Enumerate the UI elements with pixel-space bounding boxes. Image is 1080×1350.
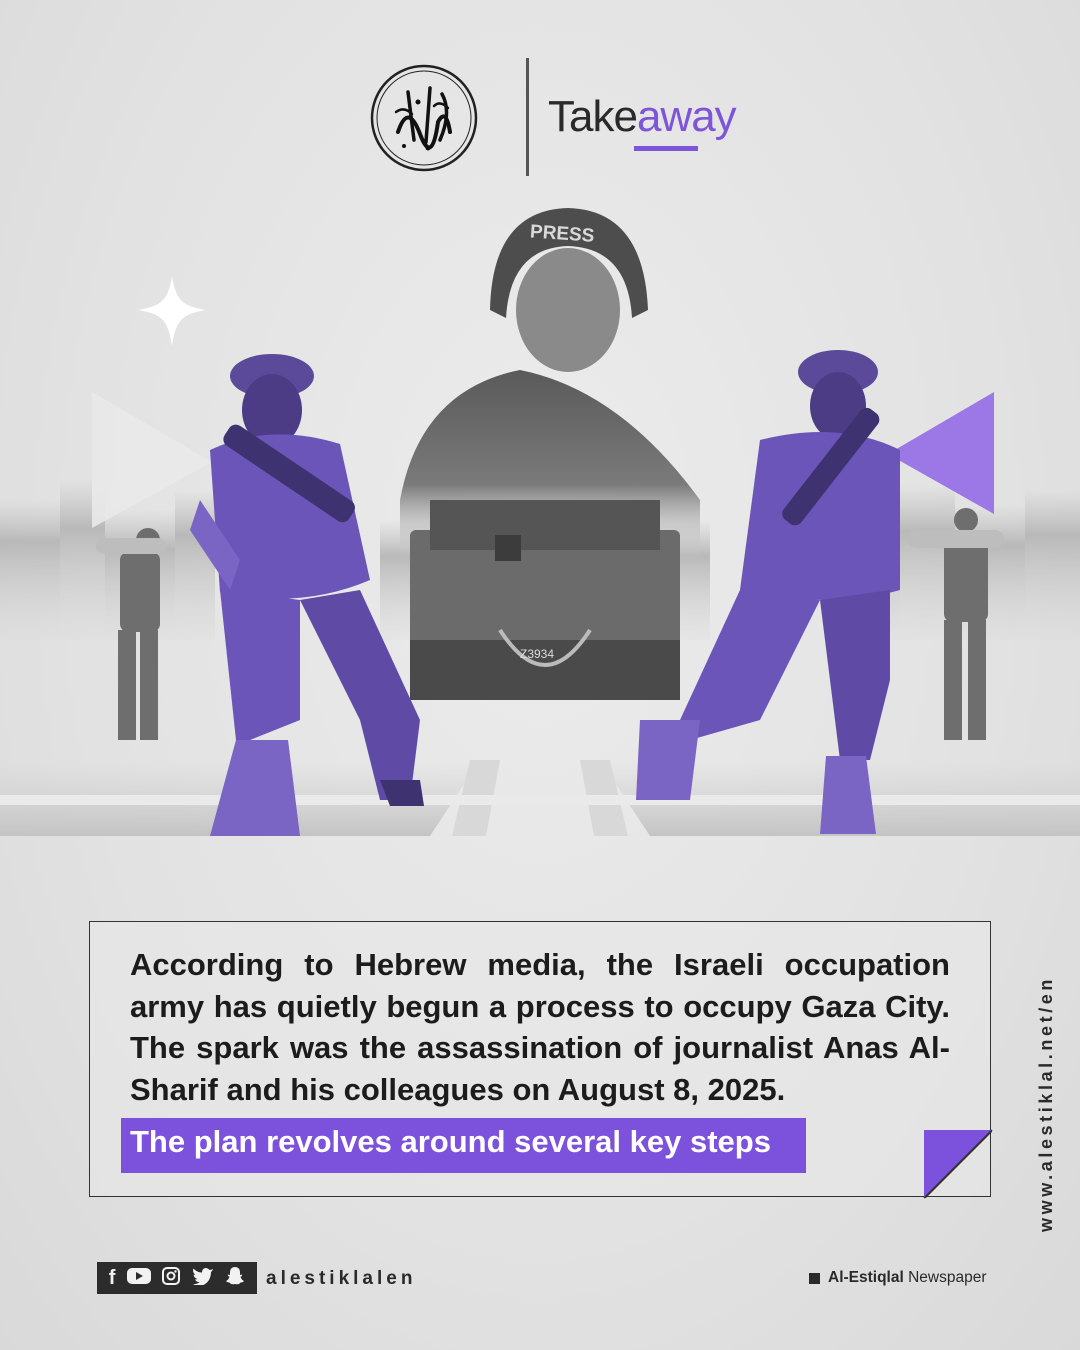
vehicle-number: Z3934 xyxy=(520,647,555,661)
key-steps-text: The plan revolves around several key steps xyxy=(130,1124,771,1159)
facebook-icon[interactable]: f xyxy=(108,1267,116,1289)
brand-underline xyxy=(634,146,698,151)
hero-illustration xyxy=(0,200,1080,850)
newspaper-brand: Al-Estiqlal xyxy=(828,1269,904,1286)
twitter-icon[interactable] xyxy=(192,1267,214,1289)
road-stripes xyxy=(0,760,1080,836)
calligraphy-seal-logo xyxy=(368,62,480,174)
brand-text-take: Take xyxy=(548,92,637,141)
header-divider xyxy=(526,58,529,176)
page-fold-corner xyxy=(922,1128,994,1200)
website-url[interactable]: www.alestiklal.net/en xyxy=(1036,976,1056,1232)
newspaper-suffix: Newspaper xyxy=(908,1269,987,1286)
armored-vehicle xyxy=(410,500,680,700)
press-helmet-label: PRESS xyxy=(529,221,596,247)
social-icons-bar xyxy=(97,1262,257,1294)
sparkle-icon xyxy=(138,276,206,346)
snapchat-icon[interactable] xyxy=(225,1266,245,1290)
newspaper-name xyxy=(828,1269,987,1287)
social-handle[interactable]: alestiklalen xyxy=(266,1268,417,1289)
youtube-icon[interactable] xyxy=(127,1267,151,1289)
instagram-icon[interactable] xyxy=(162,1267,180,1289)
takeaway-brand xyxy=(548,92,736,152)
brand-text-away: away xyxy=(636,92,736,141)
newspaper-square-icon xyxy=(809,1273,820,1284)
article-body: According to Hebrew media, the Israeli occupation army has quietly begun a process to occupy Gaza City. The spark was the assassination of journalist Anas Al-Sharif and his colleagues on August 8, 2025. xyxy=(130,947,950,1107)
